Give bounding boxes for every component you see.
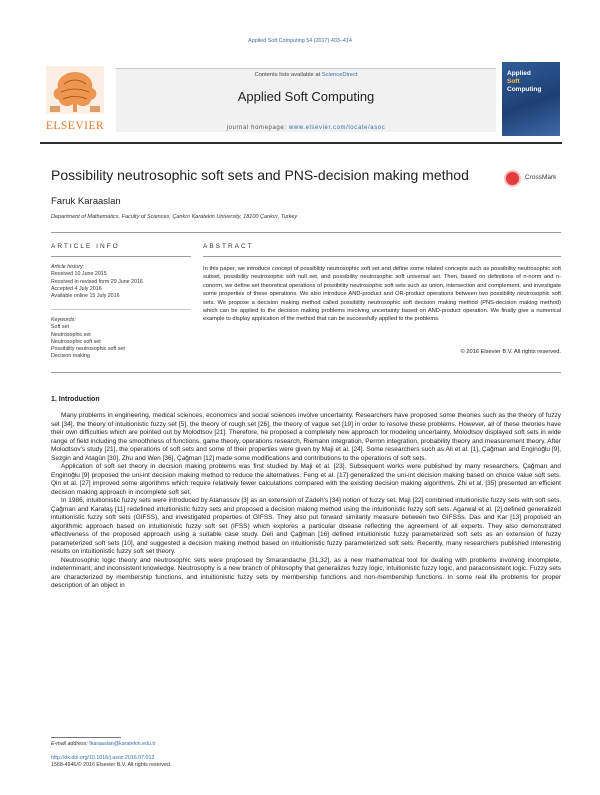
footnote-divider [51,737,121,738]
body-paragraph: Many problems in engineering, medical sciences, economics and social sciences involve uncertainty. Researchers have proposed some theories such as the theory of fuzzy set [34], the theory of intuitionistic fuzzy set [5], the theory of rough set [26], the theory of vague set [19] in order to resolve these problems. However, all of these theories have their own difficulties which are pointed out by Molodtsov [21]. Therefore, he proposed a completely new approach for modeling uncertainty. Molodtsov displayed soft sets in wide range of field including the smoothness of functions, game theory, operations research, Riemann integration, Perron integration, probability theory and measurement theory. After Molodtsov's study [21], the operations of soft sets and some of their properties were given by Maji et al. [24]. Some researchers such as Ali et al. [1], Çağman and Enginoğlu [9], Sezgin and Atagün [30], Zhu and Wen [36], Çağman [12] made some modifications and contributions to the operations of soft sets. [51,412,561,462]
crossmark-icon [504,170,521,187]
contents-line [116,72,496,78]
info-divider [51,256,191,257]
journal-citation[interactable] [0,38,600,44]
keyword: Possibility neutrosophic soft set [51,346,125,353]
homepage-line [116,125,496,131]
abstract-copyright: © 2016 Elsevier B.V. All rights reserved. [460,349,561,355]
cover-line-2: Soft [507,78,520,85]
author-name: Faruk Karaaslan [51,196,121,207]
history-label: Article history: [51,264,85,270]
abstract-heading: ABSTRACT [203,243,254,250]
elsevier-tree-icon [46,66,104,114]
body-divider [51,372,561,373]
introduction-body [51,412,561,591]
article-title: Possibility neutrosophic soft sets and PNS-decision making method [51,167,469,183]
keyword: Neutrosophic soft set [51,338,101,345]
cover-line-1: Applied [507,70,531,77]
citation-text[interactable]: Applied Soft Computing 54 (2017) 403–414 [248,38,352,44]
body-paragraph: In 1986, intuitionistic fuzzy sets were introduced by Atanassov [3] as an extension of Zadeh's [34] notion of fuzzy set. Maji [22] combined intuitionistic fuzzy sets with soft sets. Çağman and Karataş [11] redefined intuitionistic fuzzy sets and proposed a decision making method using the intuitionistic fuzzy soft sets. Agarwal et al. [2] defined generalized intuitionistic fuzzy soft sets (GIFSS), and investigated properties of GIFSS. They also put forward similarity measure between two GIFSSs. Das and Kar [13] proposed an algorithmic approach based on intuitionistic fuzzy soft set (IFSS) which explores a particular disease reflecting the agreement of all experts. They also demonstrated effectiveness of the proposed approach using a suitable case study. Deli and Çağman [16] defined intuitionistic fuzzy parameterized soft sets as an extension of fuzzy parameterized soft sets [10], and suggested a decision making method based on intuitionistic fuzzy parameterized soft sets. Recently, many researchers published interesting results on intuitionistic fuzzy soft set theory. [51,497,561,555]
crossmark-label: CrossMark [525,174,557,181]
journal-info-box [116,68,496,132]
author-affiliation: Department of Mathematics, Faculty of Sciences, Çankırı Karatekin University, 18100 Çankırı, Turkey [51,214,298,220]
crossmark-badge[interactable] [504,170,558,188]
article-info-heading: ARTICLE INFO [51,243,120,250]
issn-line: 1568-4946/© 2016 Elsevier B.V. All rights reserved. [51,762,172,768]
cover-line-3: Computing [507,86,542,93]
email-footnote [51,741,451,748]
homepage-label: journal homepage: [226,125,289,131]
header-divider [40,142,562,144]
doi-footnote [51,755,451,769]
doi-link[interactable]: http://dx.doi.org/10.1016/j.asoc.2016.07.013 [51,755,155,761]
body-paragraph: Neutrosophic logic theory and neutrosophic sets were proposed by Smarandache [31,32], as a new mathematical tool for dealing with problems involving incomplete, indeterminant, and inconsistent knowledge. Neutrosophy is a new branch of philosophy that generalizes fuzzy logic, intuitionistic fuzzy logic, and paraconsistent logic. Fuzzy sets are characterized by membership functions, and intuitionistic fuzzy sets by membership functions and non-membership functions. In some real life problems for proper description of an object in [51,556,561,589]
history-revised: Received in revised form 29 June 2016 [51,278,143,285]
keywords-divider [51,309,191,310]
sciencedirect-link[interactable]: ScienceDirect [321,72,358,78]
keywords-label: Keywords: [51,317,76,323]
keyword: Soft set [51,324,69,331]
journal-title: Applied Soft Computing [237,89,375,104]
history-received: Received 10 June 2015 [51,271,107,278]
history-online: Available online 15 July 2016 [51,293,120,300]
keyword: Decision making [51,353,90,360]
cover-title [507,70,541,94]
keywords-list [51,317,191,361]
homepage-link[interactable]: www.elsevier.com/locate/asoc [288,125,386,131]
introduction-heading: 1. Introduction [51,396,100,403]
abstract-text: In this paper, we introduce concept of possibility neutrosophic soft set and define some related concepts such as possibility neutrosophic soft subset, possibility neutrosophic soft null set, and possibility neutrosophic soft universal set. Then, based on definitions of n-norm and n-conorm, we define set theoretical operations of possibility neutrosophic soft sets such as union, intersection and complement, and investigate some properties of these operations. We also introduce AND-product and OR-product operations between two possibility neutrosophic soft sets. We propose a decision making method called possibility neutrosophic soft decision making method (PNS-decision making method) which can be applied to the decision making problems involving uncertainty based on AND-product operation. We finally give a numerical example to display application of the method that can be successfully applied to the problems. [203,266,561,323]
history-accepted: Accepted 4 July 2016 [51,285,102,292]
abstract-divider [203,256,561,257]
email-label: E-mail address: [51,741,90,747]
body-paragraph: Application of soft set theory in decision making problems was first studied by Maji et al. [23]. Subsequent works were published by many researchers. Çağman and Enginoğlu [9] proposed the uni-int decision making method to reduce the alternatives. Feng et al. [17] generalized the uni-int decision making based on choice value soft sets. Qin et al. [27] improved some algorithms which require relatively fewer calculations compared with the existing decision making algorithms. Zhi et al. [35] presented an efficient decision making approach in incomplete soft set. [51,463,561,496]
publisher-name: ELSEVIER [45,120,105,132]
email-link[interactable]: fkaraaslan@karatekin.edu.tr [89,741,156,747]
journal-header [40,62,562,142]
section-divider [51,232,561,233]
keyword: Neutrosophic set [51,331,91,338]
journal-cover-image[interactable] [502,62,560,136]
article-history [51,264,191,300]
contents-prefix: Contents lists available at [254,72,322,78]
elsevier-logo[interactable] [40,62,110,132]
